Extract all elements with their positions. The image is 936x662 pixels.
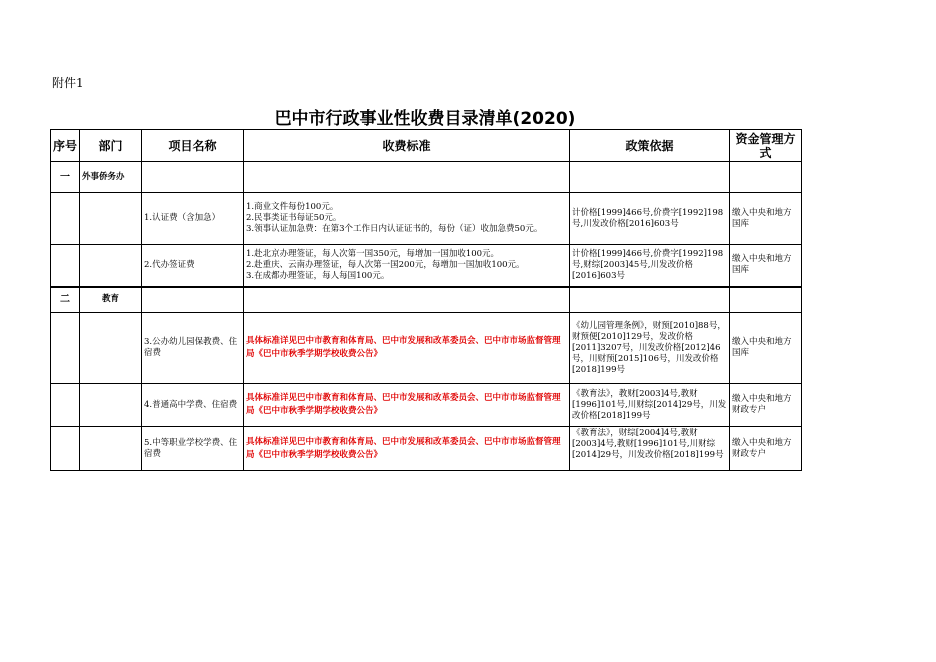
fund-management: 缴入中央和地方财政专户: [730, 427, 802, 471]
fee-table: [50, 129, 802, 471]
section-dept: 外事侨务办: [80, 162, 142, 193]
table-row: [51, 245, 802, 287]
section-dept: 教育: [80, 287, 142, 313]
item-name: 3.公办幼儿园保教费、住宿费: [142, 313, 244, 384]
fee-standard: 具体标准详见巴中市教育和体育局、巴中市发展和改革委员会、巴中市市场监督管理局《巴中市秋季学期学校收费公告》: [244, 384, 570, 427]
page-title: 巴中市行政事业性收费目录清单(2020): [274, 109, 576, 129]
header-row: [51, 130, 802, 162]
header-standard: 收费标准: [244, 130, 570, 162]
header-basis: 政策依据: [570, 130, 730, 162]
policy-basis: 《幼儿园管理条例》，财预[2010]88号，财预便[2010]129号，发改价格[2011]3207号，川发改价格[2012]46号，川财预[2015]106号，川发改价格[2018]199号: [570, 313, 730, 384]
item-name: 1.认证费（含加急）: [142, 193, 244, 245]
table-row: [51, 384, 802, 427]
table-row: [51, 427, 802, 471]
policy-basis: 计价格[1999]466号,价费字[1992]198号,川发改价格[2016]603号: [570, 193, 730, 245]
fee-standard: 1.赴北京办理签证，每人次第一国350元，每增加一国加收100元。 2.赴重庆、云南办理签证，每人次第一国200元，每增加一国加收100元。 3.在成都办理签证，每人每国100元。: [244, 245, 570, 287]
item-name: 5.中等职业学校学费、住宿费: [142, 427, 244, 471]
item-name: 4.普通高中学费、住宿费: [142, 384, 244, 427]
fund-management: 缴入中央和地方国库: [730, 313, 802, 384]
item-name: 2.代办签证费: [142, 245, 244, 287]
section-no: 一: [51, 162, 80, 193]
header-fund: 资金管理方式: [730, 130, 802, 162]
attachment-label: 附件1: [52, 76, 84, 90]
header-dept: 部门: [80, 130, 142, 162]
section-no: 二: [51, 287, 80, 313]
section-row: [51, 162, 802, 193]
header-no: 序号: [51, 130, 80, 162]
policy-basis: 计价格[1999]466号,价费字[1992]198号,财综[2003]45号,川发改价格[2016]603号: [570, 245, 730, 287]
fee-standard: 具体标准详见巴中市教育和体育局、巴中市发展和改革委员会、巴中市市场监督管理局《巴中市秋季学期学校收费公告》: [244, 313, 570, 384]
policy-basis: 《教育法》，财综[2004]4号,教财[2003]4号,教财[1996]101号,川财综[2014]29号，川发改价格[2018]199号: [570, 427, 730, 471]
header-item: 项目名称: [142, 130, 244, 162]
fund-management: 缴入中央和地方国库: [730, 245, 802, 287]
fund-management: 缴入中央和地方财政专户: [730, 384, 802, 427]
table-row: [51, 313, 802, 384]
fee-standard: 1.商业文件每份100元。 2.民事类证书每证50元。 3.领事认证加急费：在第3个工作日内认证证书的，每份（证）收加急费50元。: [244, 193, 570, 245]
fee-standard: 具体标准详见巴中市教育和体育局、巴中市发展和改革委员会、巴中市市场监督管理局《巴中市秋季学期学校收费公告》: [244, 427, 570, 471]
section-row: [51, 287, 802, 313]
table-row: [51, 193, 802, 245]
fund-management: 缴入中央和地方国库: [730, 193, 802, 245]
policy-basis: 《教育法》，教财[2003]4号,教财[1996]101号,川财综[2014]29号，川发改价格[2018]199号: [570, 384, 730, 427]
